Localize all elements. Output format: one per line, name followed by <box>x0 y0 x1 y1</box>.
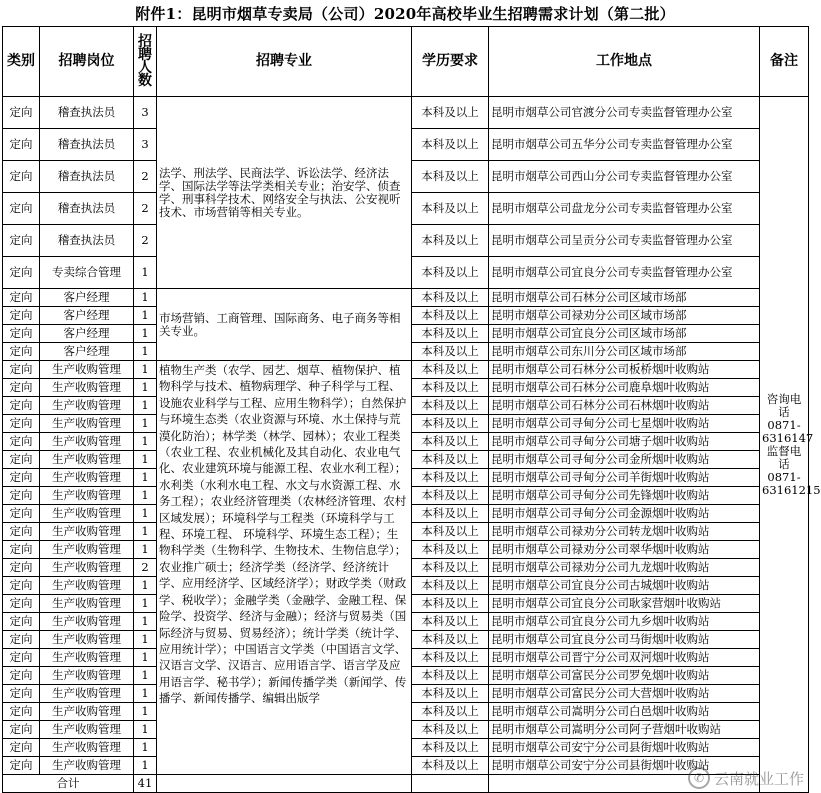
cell-count: 1 <box>134 361 157 379</box>
cell-count: 1 <box>134 433 157 451</box>
cell-count: 1 <box>134 631 157 649</box>
cell-education: 本科及以上 <box>412 721 489 739</box>
wechat-icon: ✆ <box>688 767 710 789</box>
total-label: 合计 <box>3 775 134 793</box>
cell-count: 1 <box>134 307 157 325</box>
cell-position: 生产收购管理 <box>40 595 134 613</box>
cell-education: 本科及以上 <box>412 397 489 415</box>
cell-education: 本科及以上 <box>412 161 489 193</box>
cell-category: 定向 <box>3 757 40 775</box>
cell-count: 1 <box>134 289 157 307</box>
cell-education: 本科及以上 <box>412 487 489 505</box>
cell-education: 本科及以上 <box>412 523 489 541</box>
table-row <box>3 97 809 129</box>
cell-count: 1 <box>134 721 157 739</box>
cell-education: 本科及以上 <box>412 225 489 257</box>
cell-count: 1 <box>134 451 157 469</box>
cell-position: 稽查执法员 <box>40 225 134 257</box>
cell-education: 本科及以上 <box>412 649 489 667</box>
cell-category: 定向 <box>3 129 40 161</box>
cell-education: 本科及以上 <box>412 193 489 225</box>
cell-category: 定向 <box>3 415 40 433</box>
cell-count: 1 <box>134 703 157 721</box>
cell-category: 定向 <box>3 505 40 523</box>
cell-category: 定向 <box>3 541 40 559</box>
cell-position: 客户经理 <box>40 343 134 361</box>
header-education: 学历要求 <box>412 27 489 97</box>
cell-location: 昆明市烟草公司西山分公司专卖监督管理办公室 <box>489 161 760 193</box>
cell-education: 本科及以上 <box>412 505 489 523</box>
cell-category: 定向 <box>3 703 40 721</box>
cell-category: 定向 <box>3 559 40 577</box>
cell-major-group-3: 植物生产类（农学、园艺、烟草、植物保护、植物科学与技术、植物病理学、种子科学与工程、设施农业科学与工程、应用生物科学）；自然保护与环境生态类（农业资源与环境、水土保持与荒漠化防治）；林学类（林学、园林）；农业工程类（农业工程、农业机械化及其自动化、农业电气化、农业建筑环境与能源工程、农业水利工程）；水利类（水利水电工程、水文与水资源工程、水务工程）；农业经济管理类（农林经济管理、农村区域发展）；环境科学与工程类（环境科学与工程、环境工程、 环境科学、环境生态工程）；生物科学类（生物科学、生物技术、生物信息学）；农业推广硕士；经济学类（经济学、经济统计学、应用经济学、区域经济学）；财政学类（财政学、税收学）；金融学类（金融学、金融工程、保险学、投资学、经济与金融）；经济与贸易类（国际经济与贸易、贸易经济）；统计学类（统计学、应用统计学）；中国语言文学类（中国语言文学、汉语言文学、汉语言、应用语言学、语言学及应用语言学、秘书学）；新闻传播学类（新闻学、传播学、新闻传播学、编辑出版学 <box>157 361 412 775</box>
cell-education: 本科及以上 <box>412 739 489 757</box>
table-row <box>3 361 809 379</box>
cell-position: 专卖综合管理 <box>40 257 134 289</box>
cell-education: 本科及以上 <box>412 595 489 613</box>
cell-location: 昆明市烟草公司官渡分公司专卖监督管理办公室 <box>489 97 760 129</box>
cell-position: 生产收购管理 <box>40 559 134 577</box>
cell-position: 生产收购管理 <box>40 487 134 505</box>
cell-position: 生产收购管理 <box>40 667 134 685</box>
cell-education: 本科及以上 <box>412 289 489 307</box>
cell-education: 本科及以上 <box>412 433 489 451</box>
cell-education: 本科及以上 <box>412 97 489 129</box>
cell-position: 稽查执法员 <box>40 97 134 129</box>
cell-count: 1 <box>134 415 157 433</box>
cell-location: 昆明市烟草公司寻甸分公司塘子烟叶收购站 <box>489 433 760 451</box>
cell-category: 定向 <box>3 631 40 649</box>
cell-location: 昆明市烟草公司禄劝分公司转龙烟叶收购站 <box>489 523 760 541</box>
cell-position: 生产收购管理 <box>40 631 134 649</box>
cell-location: 昆明市烟草公司寻甸分公司金源烟叶收购站 <box>489 505 760 523</box>
cell-location: 昆明市烟草公司富民分公司罗免烟叶收购站 <box>489 667 760 685</box>
cell-education: 本科及以上 <box>412 129 489 161</box>
cell-position: 客户经理 <box>40 325 134 343</box>
cell-category: 定向 <box>3 721 40 739</box>
cell-position: 生产收购管理 <box>40 361 134 379</box>
document-title: 附件1：昆明市烟草专卖局（公司）2020年高校毕业生招聘需求计划（第二批） <box>135 4 675 23</box>
header-count: 招聘人数 <box>134 27 157 97</box>
cell-category: 定向 <box>3 523 40 541</box>
cell-education: 本科及以上 <box>412 757 489 775</box>
cell-position: 生产收购管理 <box>40 721 134 739</box>
total-empty-location <box>489 775 760 793</box>
cell-count: 1 <box>134 595 157 613</box>
cell-count: 1 <box>134 397 157 415</box>
cell-category: 定向 <box>3 613 40 631</box>
cell-category: 定向 <box>3 739 40 757</box>
cell-major-group-1: 法学、刑法学、民商法学、诉讼法学、经济法学、国际法学等法学类相关专业；治安学、侦查学、刑事科学技术、网络安全与执法、公安视听技术、市场营销等相关专业。 <box>157 97 412 289</box>
cell-location: 昆明市烟草公司石林分公司板桥烟叶收购站 <box>489 361 760 379</box>
watermark-text: 云南就业工作 <box>713 769 804 788</box>
cell-count: 2 <box>134 225 157 257</box>
cell-location: 昆明市烟草公司晋宁分公司双河烟叶收购站 <box>489 649 760 667</box>
cell-category: 定向 <box>3 307 40 325</box>
cell-location: 昆明市烟草公司宜良分公司耿家营烟叶收购站 <box>489 595 760 613</box>
cell-count: 1 <box>134 541 157 559</box>
cell-major-group-2: 市场营销、工商管理、国际商务、电子商务等相关专业。 <box>157 289 412 361</box>
cell-count: 1 <box>134 343 157 361</box>
cell-note: 咨询电话0871-6316147监督电话0871-63161215 <box>760 97 809 793</box>
cell-category: 定向 <box>3 397 40 415</box>
cell-category: 定向 <box>3 325 40 343</box>
cell-count: 3 <box>134 97 157 129</box>
cell-count: 1 <box>134 577 157 595</box>
cell-location: 昆明市烟草公司禄劝分公司区域市场部 <box>489 307 760 325</box>
recruitment-table <box>2 26 821 793</box>
cell-education: 本科及以上 <box>412 631 489 649</box>
cell-category: 定向 <box>3 667 40 685</box>
cell-count: 1 <box>134 649 157 667</box>
cell-category: 定向 <box>3 97 40 129</box>
cell-position: 生产收购管理 <box>40 397 134 415</box>
cell-category: 定向 <box>3 343 40 361</box>
header-category: 类别 <box>3 27 40 97</box>
cell-count: 1 <box>134 667 157 685</box>
cell-location: 昆明市烟草公司盘龙分公司专卖监督管理办公室 <box>489 193 760 225</box>
cell-position: 稽查执法员 <box>40 129 134 161</box>
cell-category: 定向 <box>3 225 40 257</box>
cell-location: 昆明市烟草公司寻甸分公司羊街烟叶收购站 <box>489 469 760 487</box>
cell-location: 昆明市烟草公司宜良分公司九乡烟叶收购站 <box>489 613 760 631</box>
cell-education: 本科及以上 <box>412 541 489 559</box>
cell-position: 生产收购管理 <box>40 685 134 703</box>
cell-category: 定向 <box>3 685 40 703</box>
cell-location: 昆明市烟草公司石林分公司鹿阜烟叶收购站 <box>489 379 760 397</box>
cell-count: 1 <box>134 325 157 343</box>
cell-education: 本科及以上 <box>412 343 489 361</box>
header-row <box>3 27 809 97</box>
cell-education: 本科及以上 <box>412 559 489 577</box>
cell-category: 定向 <box>3 257 40 289</box>
cell-location: 昆明市烟草公司五华分公司专卖监督管理办公室 <box>489 129 760 161</box>
cell-category: 定向 <box>3 161 40 193</box>
cell-category: 定向 <box>3 469 40 487</box>
cell-education: 本科及以上 <box>412 257 489 289</box>
cell-position: 生产收购管理 <box>40 523 134 541</box>
cell-position: 生产收购管理 <box>40 613 134 631</box>
cell-position: 客户经理 <box>40 289 134 307</box>
cell-category: 定向 <box>3 451 40 469</box>
cell-position: 生产收购管理 <box>40 577 134 595</box>
cell-education: 本科及以上 <box>412 379 489 397</box>
cell-category: 定向 <box>3 595 40 613</box>
cell-position: 客户经理 <box>40 307 134 325</box>
cell-position: 生产收购管理 <box>40 451 134 469</box>
cell-count: 1 <box>134 523 157 541</box>
cell-education: 本科及以上 <box>412 361 489 379</box>
cell-location: 昆明市烟草公司石林分公司石林烟叶收购站 <box>489 397 760 415</box>
cell-count: 1 <box>134 757 157 775</box>
cell-education: 本科及以上 <box>412 703 489 721</box>
cell-location: 昆明市烟草公司嵩明分公司白邑烟叶收购站 <box>489 703 760 721</box>
header-location: 工作地点 <box>489 27 760 97</box>
total-count: 41 <box>134 775 157 793</box>
cell-category: 定向 <box>3 361 40 379</box>
cell-position: 生产收购管理 <box>40 433 134 451</box>
cell-count: 1 <box>134 257 157 289</box>
cell-education: 本科及以上 <box>412 613 489 631</box>
cell-location: 昆明市烟草公司寻甸分公司金所烟叶收购站 <box>489 451 760 469</box>
cell-category: 定向 <box>3 649 40 667</box>
cell-location: 昆明市烟草公司呈贡分公司专卖监督管理办公室 <box>489 225 760 257</box>
cell-count: 2 <box>134 161 157 193</box>
cell-category: 定向 <box>3 577 40 595</box>
cell-count: 2 <box>134 193 157 225</box>
cell-position: 生产收购管理 <box>40 415 134 433</box>
cell-position: 生产收购管理 <box>40 469 134 487</box>
cell-position: 生产收购管理 <box>40 379 134 397</box>
cell-education: 本科及以上 <box>412 685 489 703</box>
header-major: 招聘专业 <box>157 27 412 97</box>
cell-category: 定向 <box>3 487 40 505</box>
cell-position: 生产收购管理 <box>40 541 134 559</box>
cell-location: 昆明市烟草公司寻甸分公司七星烟叶收购站 <box>489 415 760 433</box>
cell-location: 昆明市烟草公司宜良分公司马街烟叶收购站 <box>489 631 760 649</box>
cell-position: 生产收购管理 <box>40 505 134 523</box>
cell-count: 1 <box>134 379 157 397</box>
cell-position: 生产收购管理 <box>40 757 134 775</box>
cell-category: 定向 <box>3 379 40 397</box>
cell-location: 昆明市烟草公司嵩明分公司阿子营烟叶收购站 <box>489 721 760 739</box>
cell-position: 稽查执法员 <box>40 161 134 193</box>
cell-location: 昆明市烟草公司富民分公司大营烟叶收购站 <box>489 685 760 703</box>
cell-location: 昆明市烟草公司寻甸分公司先锋烟叶收购站 <box>489 487 760 505</box>
total-row <box>3 775 809 793</box>
cell-location: 昆明市烟草公司禄劝分公司九龙烟叶收购站 <box>489 559 760 577</box>
cell-location: 昆明市烟草公司宜良分公司区域市场部 <box>489 325 760 343</box>
cell-education: 本科及以上 <box>412 577 489 595</box>
cell-count: 1 <box>134 685 157 703</box>
cell-education: 本科及以上 <box>412 469 489 487</box>
table-row <box>3 289 809 307</box>
cell-location: 昆明市烟草公司安宁分公司县街烟叶收购站 <box>489 757 760 775</box>
cell-count: 1 <box>134 487 157 505</box>
cell-count: 1 <box>134 469 157 487</box>
cell-education: 本科及以上 <box>412 325 489 343</box>
cell-position: 生产收购管理 <box>40 739 134 757</box>
cell-count: 3 <box>134 129 157 161</box>
total-empty-education <box>412 775 489 793</box>
header-position: 招聘岗位 <box>40 27 134 97</box>
cell-count: 2 <box>134 559 157 577</box>
cell-location: 昆明市烟草公司石林分公司区域市场部 <box>489 289 760 307</box>
cell-position: 生产收购管理 <box>40 703 134 721</box>
cell-education: 本科及以上 <box>412 667 489 685</box>
cell-category: 定向 <box>3 433 40 451</box>
cell-count: 1 <box>134 613 157 631</box>
cell-count: 1 <box>134 739 157 757</box>
cell-count: 1 <box>134 505 157 523</box>
header-note: 备注 <box>760 27 809 97</box>
cell-category: 定向 <box>3 289 40 307</box>
cell-location: 昆明市烟草公司安宁分公司县街烟叶收购站 <box>489 739 760 757</box>
cell-position: 生产收购管理 <box>40 649 134 667</box>
cell-education: 本科及以上 <box>412 415 489 433</box>
total-empty-major <box>157 775 412 793</box>
cell-location: 昆明市烟草公司宜良分公司古城烟叶收购站 <box>489 577 760 595</box>
cell-education: 本科及以上 <box>412 451 489 469</box>
cell-education: 本科及以上 <box>412 307 489 325</box>
cell-category: 定向 <box>3 193 40 225</box>
cell-location: 昆明市烟草公司禄劝分公司翠华烟叶收购站 <box>489 541 760 559</box>
cell-location: 昆明市烟草公司宜良分公司专卖监督管理办公室 <box>489 257 760 289</box>
cell-location: 昆明市烟草公司东川分公司区域市场部 <box>489 343 760 361</box>
cell-position: 稽查执法员 <box>40 193 134 225</box>
